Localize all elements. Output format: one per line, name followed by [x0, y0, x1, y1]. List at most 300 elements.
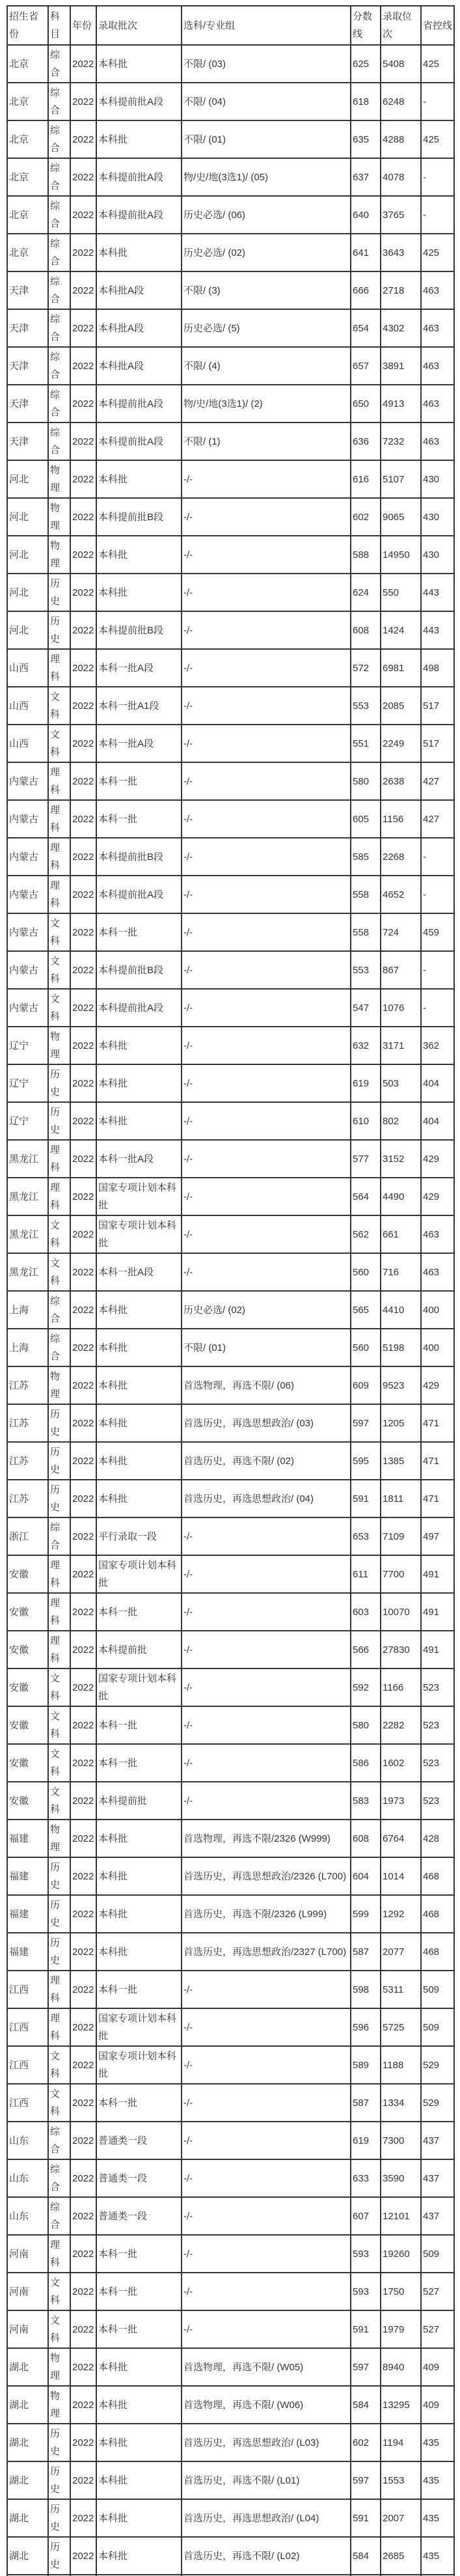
- table-cell: 本科一批: [96, 1706, 182, 1744]
- table-cell: 文科: [48, 687, 70, 725]
- table-cell: 587: [351, 2084, 381, 2122]
- table-cell: 509: [421, 2008, 454, 2046]
- table-cell: 589: [351, 2046, 381, 2084]
- table-cell: 湖北: [7, 2537, 48, 2575]
- table-cell: 不限/ (01): [182, 120, 351, 158]
- table-cell: 江苏: [7, 1366, 48, 1404]
- table-cell: 北京: [7, 120, 48, 158]
- column-header: 招生省份: [7, 6, 48, 45]
- table-cell: 2022: [70, 1366, 96, 1404]
- table-cell: 本科批: [96, 1442, 182, 1480]
- table-cell: 天津: [7, 271, 48, 309]
- table-row: [7, 2537, 454, 2575]
- table-cell: 文科: [48, 2273, 70, 2310]
- table-cell: 本科批: [96, 1857, 182, 1895]
- table-cell: 浙江: [7, 1517, 48, 1555]
- table-cell: 本科批A段: [96, 309, 182, 347]
- table-cell: 物/史/地(3选1)/ (05): [182, 158, 351, 196]
- table-cell: 19260: [381, 2235, 421, 2273]
- table-cell: 本科一批: [96, 2235, 182, 2273]
- table-cell: 27830: [381, 1631, 421, 1669]
- table-cell: 4302: [381, 309, 421, 347]
- table-cell: 综合: [48, 83, 70, 120]
- table-cell: 619: [351, 2122, 381, 2159]
- table-cell: 2022: [70, 1782, 96, 1820]
- table-cell: 611: [351, 1555, 381, 1593]
- table-row: [7, 309, 454, 347]
- table-cell: 本科一批A段: [96, 725, 182, 762]
- table-cell: 普通类一段: [96, 2197, 182, 2235]
- table-cell: 本科批: [96, 234, 182, 271]
- table-cell: 物理: [48, 1366, 70, 1404]
- table-cell: 1188: [381, 2046, 421, 2084]
- table-cell: 435: [421, 2424, 454, 2461]
- table-cell: 湖北: [7, 2348, 48, 2386]
- table-cell: 物理: [48, 460, 70, 498]
- table-cell: -: [421, 876, 454, 913]
- table-cell: 468: [421, 1857, 454, 1895]
- table-cell: 文科: [48, 989, 70, 1027]
- table-cell: 2022: [70, 1933, 96, 1971]
- table-row: [7, 1744, 454, 1782]
- table-cell: 2022: [70, 762, 96, 800]
- table-cell: 1602: [381, 1744, 421, 1782]
- table-cell: 物/史/地(3选1)/ (2): [182, 385, 351, 422]
- table-cell: 本科提前批B段: [96, 498, 182, 536]
- table-cell: 辽宁: [7, 1102, 48, 1140]
- table-cell: 2022: [70, 1215, 96, 1253]
- table-cell: 理科: [48, 1140, 70, 1178]
- table-cell: 内蒙古: [7, 989, 48, 1027]
- table-cell: 5198: [381, 1329, 421, 1366]
- table-cell: 首选历史，再选思想政治/ (L04): [182, 2499, 351, 2537]
- table-cell: 4490: [381, 1178, 421, 1215]
- table-cell: 普通类一段: [96, 2122, 182, 2159]
- table-cell: 640: [351, 196, 381, 234]
- table-row: [7, 876, 454, 913]
- table-cell: 425: [421, 45, 454, 83]
- table-cell: 2022: [70, 1631, 96, 1669]
- table-cell: 本科一批A段: [96, 1140, 182, 1178]
- table-row: [7, 2084, 454, 2122]
- table-cell: 天津: [7, 422, 48, 460]
- table-row: [7, 2386, 454, 2424]
- table-cell: 首选历史，再选思想政治/ (03): [182, 1404, 351, 1442]
- table-cell: 天津: [7, 309, 48, 347]
- table-cell: 理科: [48, 1971, 70, 2008]
- table-cell: 本科提前批: [96, 1782, 182, 1820]
- table-cell: 2022: [70, 2499, 96, 2537]
- table-cell: 437: [421, 2159, 454, 2197]
- table-cell: 首选物理，再选不限/2326 (W999): [182, 1820, 351, 1857]
- table-row: [7, 1857, 454, 1895]
- table-cell: -/-: [182, 1064, 351, 1102]
- table-cell: 565: [351, 1291, 381, 1329]
- table-cell: -/-: [182, 876, 351, 913]
- table-row: [7, 725, 454, 762]
- table-cell: 综合: [48, 2122, 70, 2159]
- table-cell: -: [421, 838, 454, 876]
- table-cell: 517: [421, 725, 454, 762]
- table-cell: -/-: [182, 1102, 351, 1140]
- table-cell: -/-: [182, 2310, 351, 2348]
- table-cell: 2022: [70, 385, 96, 422]
- table-header-row: [7, 6, 454, 45]
- table-cell: 558: [351, 913, 381, 951]
- table-cell: 福建: [7, 1857, 48, 1895]
- table-cell: 650: [351, 385, 381, 422]
- table-cell: 辽宁: [7, 1064, 48, 1102]
- table-cell: 6981: [381, 649, 421, 687]
- table-cell: 安徽: [7, 1706, 48, 1744]
- table-cell: 2022: [70, 989, 96, 1027]
- table-cell: 2022: [70, 1517, 96, 1555]
- table-cell: 2022: [70, 1102, 96, 1140]
- table-cell: -: [421, 951, 454, 989]
- table-cell: -/-: [182, 1027, 351, 1064]
- table-cell: 首选物理，再选不限/ (06): [182, 1366, 351, 1404]
- table-row: [7, 1971, 454, 2008]
- table-cell: 首选历史，再选不限/ (L01): [182, 2461, 351, 2499]
- table-cell: 2022: [70, 1820, 96, 1857]
- table-cell: 4913: [381, 385, 421, 422]
- table-cell: 724: [381, 913, 421, 951]
- table-cell: 本科一批: [96, 2273, 182, 2310]
- table-cell: 560: [351, 1253, 381, 1291]
- table-cell: 本科批: [96, 2537, 182, 2575]
- table-cell: 本科批: [96, 2348, 182, 2386]
- table-cell: 首选历史，再选思想政治/ (L03): [182, 2424, 351, 2461]
- table-cell: 404: [421, 1064, 454, 1102]
- table-cell: 5107: [381, 460, 421, 498]
- table-cell: 2022: [70, 1744, 96, 1782]
- table-cell: 2022: [70, 347, 96, 385]
- table-cell: 2022: [70, 951, 96, 989]
- table-cell: 山西: [7, 687, 48, 725]
- table-cell: 468: [421, 1933, 454, 1971]
- table-cell: 本科一批: [96, 913, 182, 951]
- table-row: [7, 2273, 454, 2310]
- column-header: 科目: [48, 6, 70, 45]
- table-row: [7, 1178, 454, 1215]
- table-cell: 463: [421, 271, 454, 309]
- table-cell: 529: [421, 2046, 454, 2084]
- column-header: 省控线: [421, 6, 454, 45]
- table-cell: 天津: [7, 347, 48, 385]
- table-cell: 河北: [7, 536, 48, 574]
- table-cell: 本科提前批B段: [96, 838, 182, 876]
- table-cell: 425: [421, 120, 454, 158]
- table-row: [7, 649, 454, 687]
- table-cell: 593: [351, 2273, 381, 2310]
- table-cell: 592: [351, 1669, 381, 1706]
- table-cell: 江苏: [7, 1442, 48, 1480]
- table-cell: 529: [421, 2084, 454, 2122]
- table-cell: 2022: [70, 1706, 96, 1744]
- table-cell: 本科批: [96, 2499, 182, 2537]
- column-header: 分数线: [351, 6, 381, 45]
- table-cell: 463: [421, 1253, 454, 1291]
- table-cell: 3171: [381, 1027, 421, 1064]
- table-cell: 本科一批A段: [96, 1253, 182, 1291]
- table-row: [7, 1404, 454, 1442]
- table-cell: 本科批: [96, 2424, 182, 2461]
- table-cell: 2249: [381, 725, 421, 762]
- table-row: [7, 1064, 454, 1102]
- table-cell: 本科一批: [96, 762, 182, 800]
- table-cell: 河南: [7, 2310, 48, 2348]
- table-cell: 首选历史，再选思想政治/2327 (L700): [182, 1933, 351, 1971]
- table-cell: 625: [351, 45, 381, 83]
- table-cell: 4652: [381, 876, 421, 913]
- column-header: 选科/专业组: [182, 6, 351, 45]
- table-cell: 上海: [7, 1291, 48, 1329]
- table-cell: 山东: [7, 2197, 48, 2235]
- table-cell: 4288: [381, 120, 421, 158]
- table-cell: 历史必选/ (5): [182, 309, 351, 347]
- table-cell: 理科: [48, 649, 70, 687]
- table-cell: -/-: [182, 2197, 351, 2235]
- table-cell: 587: [351, 1933, 381, 1971]
- table-cell: 黑龙江: [7, 1253, 48, 1291]
- table-cell: 1334: [381, 2084, 421, 2122]
- table-cell: 468: [421, 1895, 454, 1933]
- table-cell: 3765: [381, 196, 421, 234]
- table-cell: 471: [421, 1480, 454, 1517]
- table-cell: 本科一批: [96, 1971, 182, 2008]
- table-cell: -/-: [182, 989, 351, 1027]
- table-row: [7, 422, 454, 460]
- table-cell: -/-: [182, 1555, 351, 1593]
- table-cell: 2022: [70, 649, 96, 687]
- table-cell: 历史: [48, 1442, 70, 1480]
- table-cell: 8940: [381, 2348, 421, 2386]
- table-cell: 1424: [381, 611, 421, 649]
- table-cell: 619: [351, 1064, 381, 1102]
- table-cell: 802: [381, 1102, 421, 1140]
- table-cell: 6764: [381, 1820, 421, 1857]
- table-cell: 564: [351, 1178, 381, 1215]
- table-cell: 491: [421, 1555, 454, 1593]
- table-cell: -/-: [182, 649, 351, 687]
- table-row: [7, 838, 454, 876]
- table-cell: 1750: [381, 2273, 421, 2310]
- table-cell: 4410: [381, 1291, 421, 1329]
- table-cell: 本科批A段: [96, 347, 182, 385]
- table-row: [7, 951, 454, 989]
- table-cell: 463: [421, 1215, 454, 1253]
- table-cell: 综合: [48, 347, 70, 385]
- table-cell: -/-: [182, 2046, 351, 2084]
- table-cell: 本科提前批A段: [96, 83, 182, 120]
- table-cell: 580: [351, 762, 381, 800]
- table-row: [7, 1102, 454, 1140]
- table-cell: 历史: [48, 1404, 70, 1442]
- table-cell: 1156: [381, 800, 421, 838]
- table-cell: 不限/ (04): [182, 83, 351, 120]
- table-cell: 内蒙古: [7, 913, 48, 951]
- table-cell: 509: [421, 2235, 454, 2273]
- table-row: [7, 2310, 454, 2348]
- table-cell: 2022: [70, 1404, 96, 1442]
- table-row: [7, 1555, 454, 1593]
- table-row: [7, 1215, 454, 1253]
- table-cell: 523: [421, 1782, 454, 1820]
- table-cell: 593: [351, 2235, 381, 2273]
- table-cell: 本科批: [96, 1933, 182, 1971]
- table-cell: 7109: [381, 1517, 421, 1555]
- table-cell: 428: [421, 1820, 454, 1857]
- table-cell: 历史: [48, 574, 70, 611]
- table-cell: 2268: [381, 838, 421, 876]
- table-cell: 2007: [381, 2499, 421, 2537]
- table-cell: 天津: [7, 385, 48, 422]
- table-cell: 1385: [381, 1442, 421, 1480]
- table-row: [7, 2159, 454, 2197]
- table-cell: 607: [351, 2197, 381, 2235]
- table-cell: 503: [381, 1064, 421, 1102]
- table-cell: 2022: [70, 460, 96, 498]
- table-cell: 3891: [381, 347, 421, 385]
- table-cell: 河南: [7, 2273, 48, 2310]
- table-cell: 497: [421, 1517, 454, 1555]
- table-cell: 641: [351, 234, 381, 271]
- table-cell: 4078: [381, 158, 421, 196]
- table-cell: 867: [381, 951, 421, 989]
- table-cell: 不限/ (1): [182, 422, 351, 460]
- table-row: [7, 611, 454, 649]
- table-cell: 综合: [48, 120, 70, 158]
- table-cell: 历史: [48, 1102, 70, 1140]
- table-cell: 2022: [70, 45, 96, 83]
- table-cell: 605: [351, 800, 381, 838]
- table-cell: 本科批: [96, 120, 182, 158]
- table-cell: 物理: [48, 536, 70, 574]
- table-cell: -: [421, 158, 454, 196]
- table-cell: -/-: [182, 687, 351, 725]
- table-cell: 429: [421, 1140, 454, 1178]
- table-cell: 5311: [381, 1971, 421, 2008]
- table-cell: 本科批: [96, 1820, 182, 1857]
- table-cell: 首选物理，再选不限/ (W05): [182, 2348, 351, 2386]
- table-cell: 584: [351, 2537, 381, 2575]
- table-row: [7, 1517, 454, 1555]
- table-row: [7, 2008, 454, 2046]
- table-cell: 综合: [48, 196, 70, 234]
- table-cell: 北京: [7, 158, 48, 196]
- table-cell: 本科一批: [96, 1593, 182, 1631]
- table-cell: 2022: [70, 2386, 96, 2424]
- table-cell: 443: [421, 574, 454, 611]
- table-cell: 591: [351, 1480, 381, 1517]
- table-cell: 普通类一段: [96, 2159, 182, 2197]
- table-cell: 文科: [48, 725, 70, 762]
- table-cell: 河北: [7, 574, 48, 611]
- table-cell: 理科: [48, 2008, 70, 2046]
- table-cell: 1973: [381, 1782, 421, 1820]
- table-cell: 404: [421, 1102, 454, 1140]
- table-cell: 本科批: [96, 1102, 182, 1140]
- table-cell: 498: [421, 649, 454, 687]
- table-cell: 国家专项计划本科批: [96, 2046, 182, 2084]
- table-cell: 2022: [70, 309, 96, 347]
- table-cell: 内蒙古: [7, 951, 48, 989]
- table-cell: 历史: [48, 2461, 70, 2499]
- table-cell: 491: [421, 1593, 454, 1631]
- table-cell: 本科批: [96, 1480, 182, 1517]
- table-cell: 509: [421, 1971, 454, 2008]
- table-cell: 7232: [381, 422, 421, 460]
- table-cell: 本科提前批B段: [96, 611, 182, 649]
- table-cell: 597: [351, 2348, 381, 2386]
- table-cell: 山东: [7, 2159, 48, 2197]
- table-cell: 1811: [381, 1480, 421, 1517]
- table-cell: 2022: [70, 2273, 96, 2310]
- table-cell: 562: [351, 1215, 381, 1253]
- table-cell: 2022: [70, 234, 96, 271]
- table-cell: 3643: [381, 234, 421, 271]
- table-cell: 585: [351, 838, 381, 876]
- table-cell: 首选历史，再选不限/ (02): [182, 1442, 351, 1480]
- table-cell: 400: [421, 1329, 454, 1366]
- table-row: [7, 1329, 454, 1366]
- table-row: [7, 1706, 454, 1744]
- table-cell: 427: [421, 762, 454, 800]
- table-cell: 1205: [381, 1404, 421, 1442]
- table-cell: 本科批: [96, 1027, 182, 1064]
- table-cell: 523: [421, 1706, 454, 1744]
- table-cell: 综合: [48, 1517, 70, 1555]
- table-cell: 2022: [70, 2310, 96, 2348]
- table-cell: 理科: [48, 762, 70, 800]
- table-cell: 2022: [70, 1329, 96, 1366]
- table-cell: 江苏: [7, 1480, 48, 1517]
- table-cell: 综合: [48, 1329, 70, 1366]
- table-cell: 13295: [381, 2386, 421, 2424]
- table-row: [7, 1933, 454, 1971]
- table-cell: -/-: [182, 1782, 351, 1820]
- table-cell: 内蒙古: [7, 762, 48, 800]
- table-row: [7, 347, 454, 385]
- table-cell: 文科: [48, 913, 70, 951]
- table-row: [7, 385, 454, 422]
- table-cell: 北京: [7, 234, 48, 271]
- table-cell: 内蒙古: [7, 838, 48, 876]
- table-row: [7, 1631, 454, 1669]
- table-cell: 463: [421, 385, 454, 422]
- table-cell: -/-: [182, 2084, 351, 2122]
- table-cell: 2022: [70, 83, 96, 120]
- table-cell: 5725: [381, 2008, 421, 2046]
- table-cell: -/-: [182, 1140, 351, 1178]
- table-cell: 429: [421, 1178, 454, 1215]
- table-cell: 9523: [381, 1366, 421, 1404]
- table-cell: 430: [421, 536, 454, 574]
- table-cell: 首选历史，再选思想政治/2326 (L700): [182, 1857, 351, 1895]
- table-cell: 2022: [70, 2537, 96, 2575]
- table-cell: 596: [351, 2008, 381, 2046]
- table-cell: 635: [351, 120, 381, 158]
- table-row: [7, 1366, 454, 1404]
- table-cell: 本科一批: [96, 800, 182, 838]
- table-cell: 本科批: [96, 1291, 182, 1329]
- table-cell: 内蒙古: [7, 800, 48, 838]
- table-cell: 2022: [70, 611, 96, 649]
- table-cell: 文科: [48, 2310, 70, 2348]
- table-row: [7, 989, 454, 1027]
- table-cell: 历史: [48, 2424, 70, 2461]
- table-cell: 10070: [381, 1593, 421, 1631]
